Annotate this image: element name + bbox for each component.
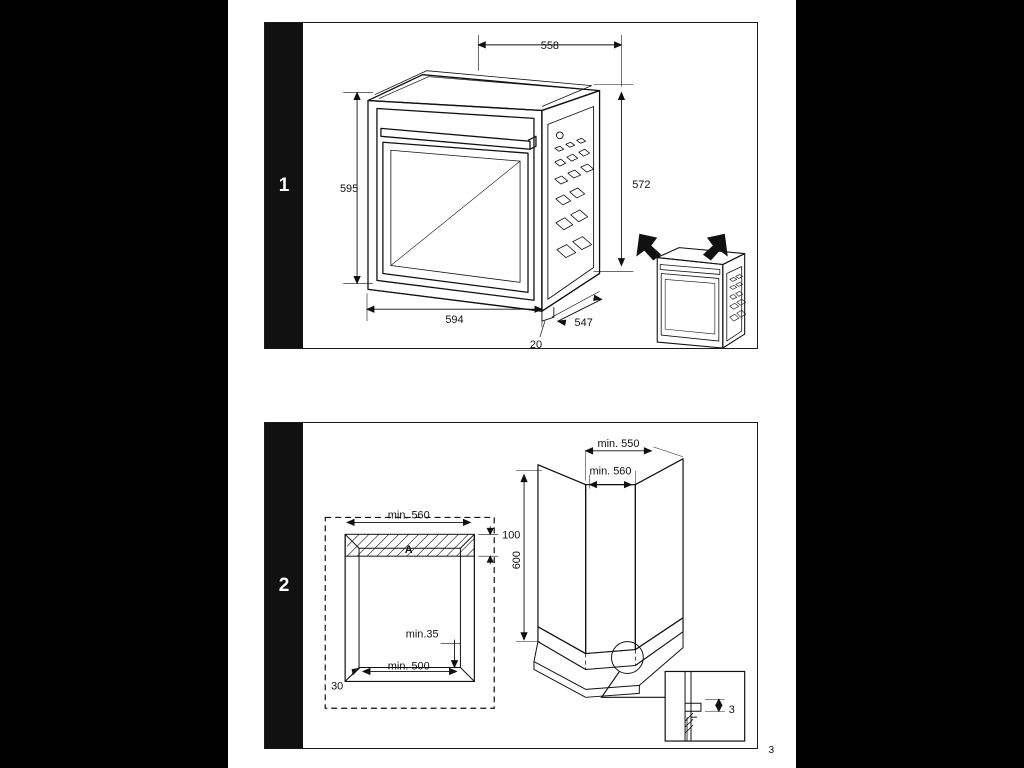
figure-2-step-number: 2 [265, 423, 303, 748]
figure-1-step-number: 1 [265, 23, 303, 348]
figure-1-drawing [303, 23, 757, 348]
dim-594: 594 [445, 314, 464, 327]
label-min-500: min. 500 [387, 660, 430, 673]
label-3: 3 [728, 704, 735, 717]
figure-2 [264, 422, 758, 749]
manual-page [228, 0, 796, 768]
figure-1 [264, 22, 758, 349]
label-min-560-depth: min. 560 [589, 465, 632, 478]
label-30: 30 [331, 680, 344, 693]
figure-2-drawing [303, 423, 757, 748]
label-min-560-width: min. 560 [387, 509, 430, 522]
label-600: 600 [511, 551, 524, 570]
label-A: A [404, 544, 413, 557]
dim-547: 547 [574, 317, 593, 330]
label-min-35: min.35 [405, 628, 439, 641]
label-100: 100 [502, 529, 521, 542]
label-min-550: min. 550 [597, 437, 640, 450]
dim-595: 595 [339, 182, 359, 195]
page-number: 3 [768, 745, 774, 756]
dim-572: 572 [632, 178, 651, 191]
dim-558: 558 [540, 39, 559, 52]
dim-20: 20 [529, 339, 543, 348]
